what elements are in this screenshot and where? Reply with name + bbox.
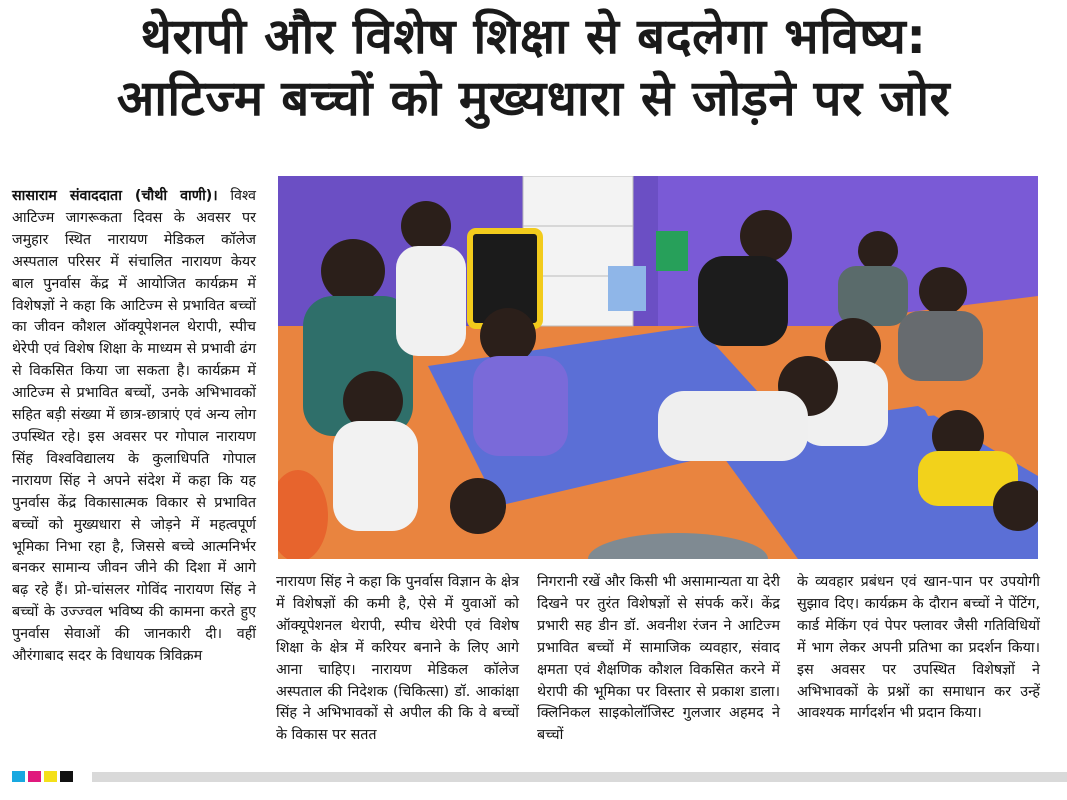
swatch-cyan [12,771,25,782]
news-photo [278,176,1038,559]
swatch-black [60,771,73,782]
footer-divider-bar [92,772,1067,782]
article-column-1-text: विश्व आटिज्म जागरूकता दिवस के अवसर पर जमुहार स्थित नारायण मेडिकल कॉलेज अस्पताल परिसर में संचालित नारायण केयर बाल पुनर्वास केंद्र में आयोजित कार्यक्रम में विशेषज्ञों ने कहा कि आटिज्म से प्रभावित बच्चों का जीवन कौशल ऑक्यूपेशनल थेरापी, स्पीच थेरेपी एवं विशेष शिक्षा के माध्यम से प्रभावी ढंग से विकसित किया जा सकता है। कार्यक्रम में आटिज्म से प्रभावित बच्चों, उनके अभिभावकों सहित बड़ी संख्या में छात्र-छात्राएं एवं अन्य लोग उपस्थित रहे। इस अवसर पर गोपाल नारायण सिंह विश्वविद्यालय के कुलाधिपति गोपाल नारायण सिंह ने अपने संदेश में कहा कि यह पुनर्वास केंद्र विकासात्मक विकार से प्रभावित बच्चों को मुख्यधारा से जोड़ने में महत्वपूर्ण भूमिका निभा रहा है, जिससे बच्चे आत्मनिर्भर बनकर सामान्य जीवन जीने की दिशा में आगे बढ़ रहे हैं। प्रो-चांसलर गोविंद नारायण सिंह ने बच्चों के उज्ज्वल भविष्य की कामना करते हुए पुनर्वास सेवाओं की जानकारी दी। वहीं औरंगाबाद सदर के विधायक त्रिविक्रम [12,188,257,665]
photo-illustration [278,176,1038,559]
article-column-1 [12,186,256,668]
article-column-3: निगरानी रखें और किसी भी असामान्यता या देरी दिखने पर तुरंत विशेषज्ञों से संपर्क करें। केंद्र प्रभारी सह डीन डॉ. अवनीश रंजन ने आटिज्म प्रभावित बच्चों में सामाजिक व्यवहार, संवाद क्षमता एवं शैक्षणिक कौशल विकसित करने में थेरापी की भूमिका पर विस्तार से प्रकाश डाला। क्लिनिकल साइकोलॉजिस्ट गुलजार अहमद ने बच्चों [537,574,780,744]
headline-line-2: आटिज्म बच्चों को मुख्यधारा से जोड़ने पर जोर [116,70,951,127]
headline [0,6,1067,130]
swatch-magenta [28,771,41,782]
byline: सासाराम संवाददाता (चौथी वाणी)। [12,188,218,204]
article-column-2: नारायण सिंह ने कहा कि पुनर्वास विज्ञान के क्षेत्र में विशेषज्ञों की कमी है, ऐसे में युवाओं को ऑक्यूपेशनल थेरापी, स्पीच थेरेपी एवं विशेष शिक्षा के क्षेत्र में करियर बनाने के लिए आगे आना चाहिए। नारायण मेडिकल कॉलेज अस्पताल की निदेशक (चिकित्सा) डॉ. आकांक्षा सिंह ने अभिभावकों से अपील की कि वे बच्चों के विकास पर सतत [276,574,519,744]
article-column-4: के व्यवहार प्रबंधन एवं खान-पान पर उपयोगी सुझाव दिए। कार्यक्रम के दौरान बच्चों ने पेंटिंग, कार्ड मेकिंग एवं पेपर फ्लावर जैसी गतिविधियों में भाग लेकर अपनी प्रतिभा का प्रदर्शन किया। इस अवसर पर उपस्थित विशेषज्ञों ने अभिभावकों के प्रश्नों का समाधान कर उन्हें आवश्यक मार्गदर्शन भी प्रदान किया। [797,574,1040,722]
swatch-yellow [44,771,57,782]
headline-line-1: थेरापी और विशेष शिक्षा से बदलेगा भविष्य: [140,8,927,65]
color-registration-marks [12,771,73,782]
